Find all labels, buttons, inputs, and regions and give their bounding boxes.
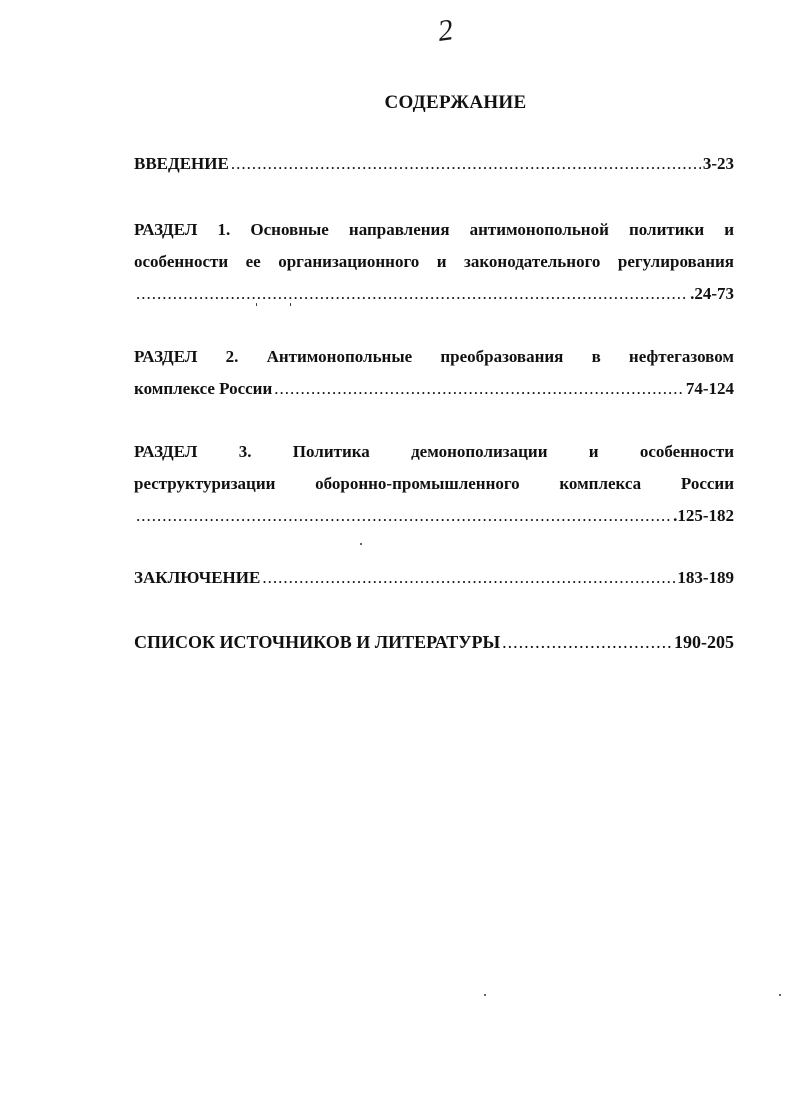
scan-speck — [290, 303, 291, 306]
toc-entry-pages: 190-205 — [674, 632, 734, 652]
toc-entry-pages: .24-73 — [690, 284, 734, 303]
toc-entry-line: комплексе России — [134, 379, 273, 398]
dot-leader — [136, 500, 671, 532]
toc-entry-section-3[interactable] — [134, 436, 734, 532]
toc-entry-line: особенности ее организационного и законодательного регулирования — [134, 252, 734, 271]
scan-speck — [484, 994, 486, 996]
toc-entry-intro[interactable] — [134, 148, 734, 180]
toc-entry-pages: .125-182 — [673, 506, 734, 525]
dot-leader — [274, 373, 684, 405]
toc-entry-pages: 3-23 — [702, 154, 734, 173]
toc-entry-line: РАЗДЕЛ 2. Антимонопольные преобразования в нефтегазовом — [134, 347, 734, 366]
scan-speck — [779, 994, 781, 996]
scan-speck — [360, 543, 362, 545]
toc-entry-label: СПИСОК ИСТОЧНИКОВ И ЛИТЕРАТУРЫ — [134, 632, 501, 652]
page-title: СОДЕРЖАНИЕ — [384, 92, 527, 113]
dot-leader — [502, 626, 672, 658]
dot-leader — [231, 148, 701, 180]
toc-entry-line: РАЗДЕЛ 1. Основные направления антимонопольной политики и — [134, 220, 734, 239]
toc-entry-line: реструктуризации оборонно-промышленного комплекса России — [134, 474, 734, 493]
toc-entry-sources[interactable] — [134, 626, 734, 658]
toc-entry-line: РАЗДЕЛ 3. Политика демонополизации и особенности — [134, 442, 734, 461]
toc-entry-conclusion[interactable] — [134, 562, 734, 594]
toc-entry-label: ВВЕДЕНИЕ — [134, 154, 229, 173]
toc-entry-section-2[interactable] — [134, 341, 734, 405]
toc-entry-label: ЗАКЛЮЧЕНИЕ — [134, 568, 261, 587]
handwritten-page-number: 2 — [435, 13, 456, 48]
dot-leader — [262, 562, 675, 594]
toc-entry-section-1[interactable] — [134, 214, 734, 310]
scan-speck — [256, 303, 257, 306]
toc-entry-pages: 183-189 — [677, 568, 734, 587]
dot-leader — [136, 278, 688, 310]
toc-entry-pages: 74-124 — [685, 379, 734, 398]
